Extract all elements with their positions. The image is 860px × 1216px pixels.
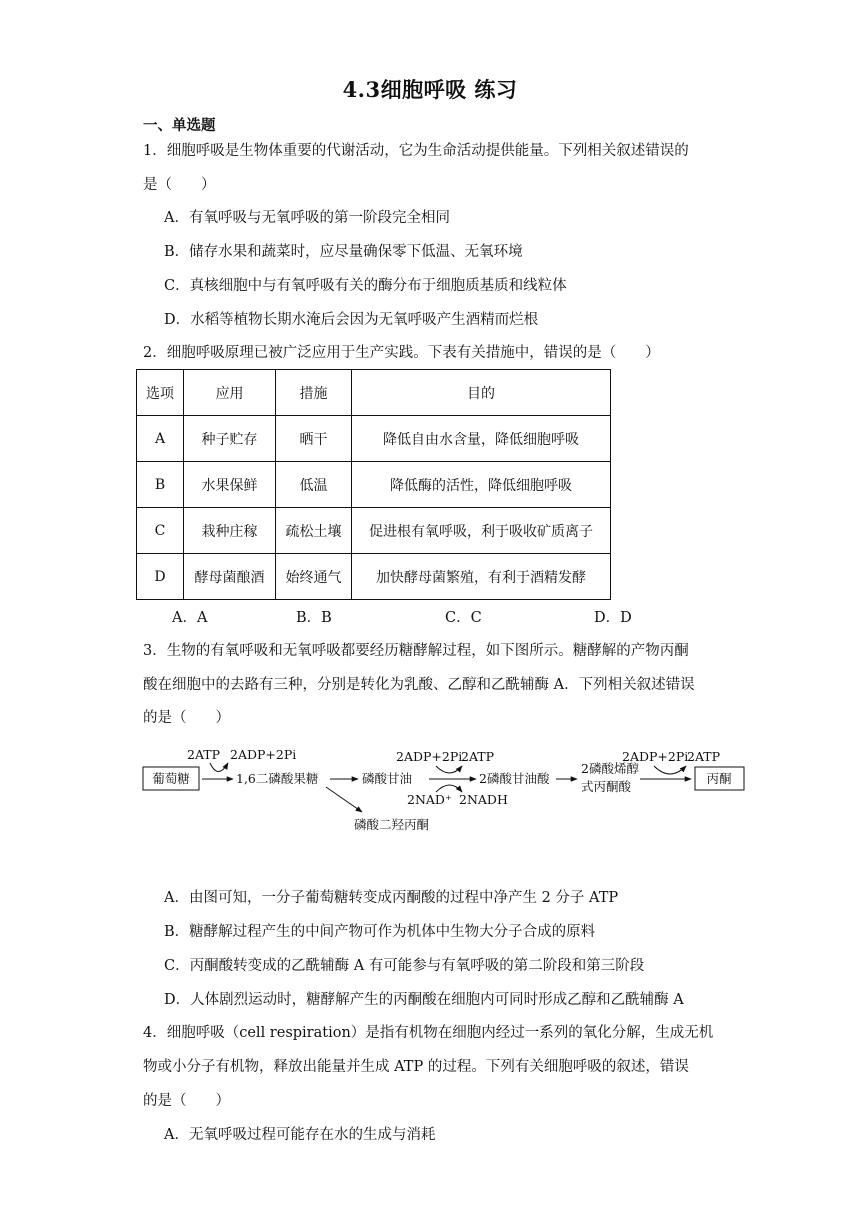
question-2-stem: 2．细胞呼吸原理已被广泛应用于生产实践。下表有关措施中，错误的是（ ） [143, 345, 660, 361]
arrow-atp-generation [436, 766, 462, 773]
table-cell: 栽种庄稼 [184, 508, 276, 554]
pyruvate-label: 丙酮 [706, 771, 732, 786]
adp-output-label: 2ADP+2Pi [230, 747, 297, 762]
nad-input-label: 2NAD⁺ [407, 792, 452, 807]
pep-label-line-2: 式丙酮酸 [581, 779, 632, 794]
table-cell: C [137, 508, 184, 554]
page-title: 4.3细胞呼吸 练习 [342, 77, 518, 102]
arrow-atp-generation-2 [654, 766, 686, 774]
table-header-cell: 措施 [276, 370, 352, 416]
glycolysis-diagram [140, 740, 760, 840]
pep-label-line-1: 2磷酸烯醇 [581, 761, 639, 776]
question-4-option-a: A．无氧呼吸过程可能存在水的生成与消耗 [164, 1127, 436, 1143]
table-cell: 促进根有氧呼吸，利于吸收矿质离子 [352, 508, 611, 554]
glucose-label: 葡萄糖 [152, 771, 190, 786]
table-cell: 低温 [276, 462, 352, 508]
question-1-stem-line-2: 是（ ） [143, 177, 216, 193]
question-1-option-a: A．有氧呼吸与无氧呼吸的第一阶段完全相同 [164, 210, 450, 226]
question-3-stem-line-3: 的是（ ） [143, 710, 230, 726]
table-cell: B [137, 462, 184, 508]
table-cell: 晒干 [276, 416, 352, 462]
nadh-output-label: 2NADH [459, 792, 508, 807]
question-3-option-b: B．糖酵解过程产生的中间产物可作为机体中生物大分子合成的原料 [164, 924, 596, 940]
question-4-stem-line-3: 的是（ ） [143, 1093, 230, 1109]
table-row [137, 416, 611, 462]
g3p-label: 磷酸甘油 [362, 771, 413, 786]
table-cell: 降低酶的活性，降低细胞呼吸 [352, 462, 611, 508]
question-2-choice-c: C．C [445, 610, 482, 626]
question-4-stem-line-1: 4．细胞呼吸（cell respiration）是指有机物在细胞内经过一系列的氧化分解，生成无机 [143, 1025, 714, 1041]
table-cell: A [137, 416, 184, 462]
arrow-nad-reduction [436, 785, 462, 792]
question-3-option-a: A．由图可知，一分子葡萄糖转变成丙酮酸的过程中净产生 2 分子 ATP [164, 890, 619, 906]
table-header-cell: 应用 [184, 370, 276, 416]
question-2-choice-a: A．A [172, 610, 208, 626]
question-2-choice-b: B．B [296, 610, 332, 626]
fbp-label: 1,6二磷酸果糖 [236, 771, 319, 786]
question-3-stem-line-2: 酸在细胞中的去路有三种，分别是转化为乳酸、乙醇和乙酰辅酶 A．下列相关叙述错误 [143, 677, 695, 693]
question-1-option-b: B．储存水果和蔬菜时，应尽量确保零下低温、无氧环境 [164, 244, 523, 260]
arrow-fbp-to-dhap [326, 787, 362, 812]
atp-input-label: 2ATP [187, 747, 221, 762]
question-3-option-d: D．人体剧烈运动时，糖酵解产生的丙酮酸在细胞内可同时形成乙醇和乙酰辅酶 A [164, 992, 684, 1008]
table-cell: 种子贮存 [184, 416, 276, 462]
question-2-choice-d: D．D [594, 610, 632, 626]
question-1-stem-line-1: 1．细胞呼吸是生物体重要的代谢活动，它为生命活动提供能量。下列相关叙述错误的 [143, 143, 689, 159]
table-cell: D [137, 554, 184, 600]
measures-table [136, 369, 611, 600]
table-cell: 水果保鲜 [184, 462, 276, 508]
table-cell: 酵母菌酿酒 [184, 554, 276, 600]
atp-output-3-label: 2ATP [687, 749, 721, 764]
question-4-stem-line-2: 物或小分子有机物，释放出能量并生成 ATP 的过程。下列有关细胞呼吸的叙述，错误 [143, 1059, 689, 1075]
table-row [137, 508, 611, 554]
adp-input-3-label: 2ADP+2Pi [622, 749, 689, 764]
table-header-cell: 目的 [352, 370, 611, 416]
table-header-row [137, 370, 611, 416]
table-cell: 加快酵母菌繁殖，有利于酒精发酵 [352, 554, 611, 600]
table-cell: 降低自由水含量，降低细胞呼吸 [352, 416, 611, 462]
table-cell: 疏松土壤 [276, 508, 352, 554]
question-1-option-c: C．真核细胞中与有氧呼吸有关的酶分布于细胞质基质和线粒体 [164, 278, 567, 294]
bpg-label: 2磷酸甘油酸 [479, 771, 550, 786]
adp-input-2-label: 2ADP+2Pi [396, 749, 463, 764]
section-heading: 一、单选题 [143, 117, 216, 134]
arrow-atp-consumption [210, 763, 228, 772]
table-header-cell: 选项 [137, 370, 184, 416]
question-3-stem-line-1: 3．生物的有氧呼吸和无氧呼吸都要经历糖酵解过程，如下图所示。糖酵解的产物丙酮 [143, 643, 689, 659]
table-cell: 始终通气 [276, 554, 352, 600]
question-1-option-d: D．水稻等植物长期水淹后会因为无氧呼吸产生酒精而烂根 [164, 312, 539, 328]
atp-output-2-label: 2ATP [461, 749, 495, 764]
dhap-label: 磷酸二羟丙酮 [354, 817, 430, 832]
table-row [137, 554, 611, 600]
question-3-option-c: C．丙酮酸转变成的乙酰辅酶 A 有可能参与有氧呼吸的第二阶段和第三阶段 [164, 958, 645, 974]
table-row [137, 462, 611, 508]
